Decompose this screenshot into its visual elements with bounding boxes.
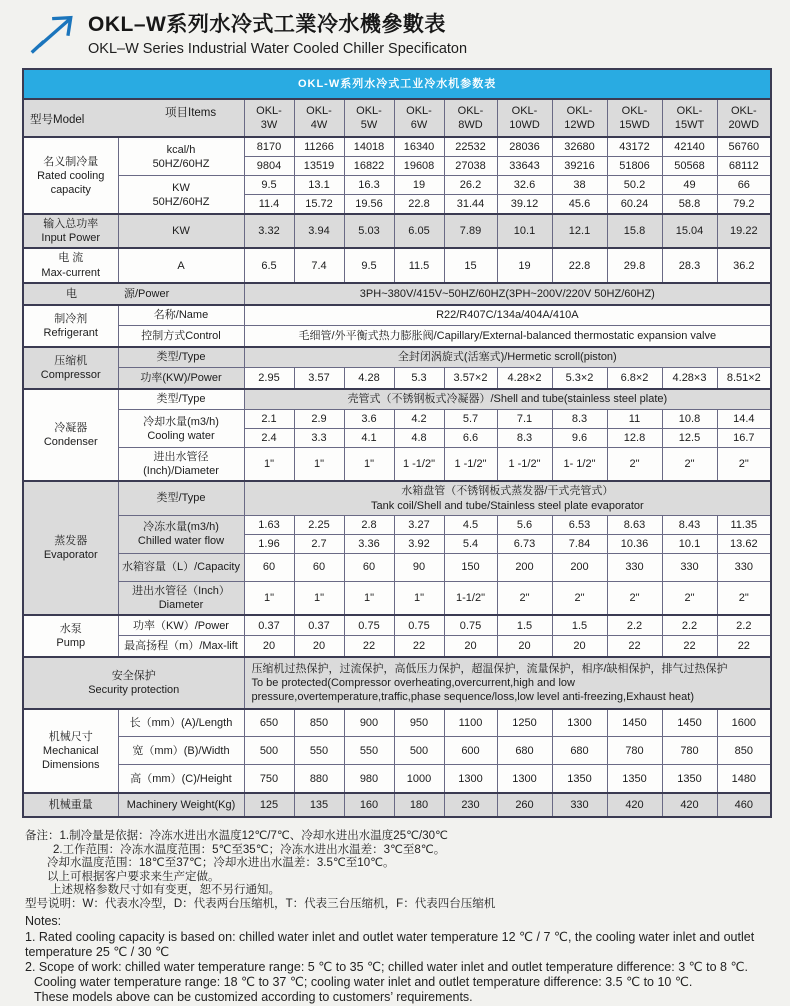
item-label-cell: 长（mm）(A)/Length	[118, 709, 244, 737]
value-cell: 330	[662, 553, 717, 581]
value-cell: 9.6	[552, 429, 607, 448]
model-header-cell: OKL- 3W	[244, 99, 294, 137]
value-cell: 10.1	[497, 214, 552, 248]
item-label-cell: kcal/h 50HZ/60HZ	[118, 137, 244, 176]
value-cell: 19	[394, 176, 444, 195]
value-cell: 1"	[344, 581, 394, 615]
value-cell: 230	[444, 793, 497, 817]
value-cell: 2"	[497, 581, 552, 615]
value-cell: 2.4	[244, 429, 294, 448]
value-cell: 1100	[444, 709, 497, 737]
note-line-en: 2. Scope of work: chilled water temperature range: 5 ℃ to 35 ℃; chilled water inlet and outlet temperature difference: 3 ℃ to 8 ℃.	[25, 960, 748, 975]
value-cell: 5.03	[344, 214, 394, 248]
value-cell: 36.2	[717, 248, 771, 282]
value-cell: 420	[607, 793, 662, 817]
value-cell: 22.8	[552, 248, 607, 282]
note-line-en: Cooling water temperature range: 18 ℃ to 37 ℃; cooling water inlet and outlet temperature difference: 3.5 ℃ to 10 ℃.	[34, 975, 693, 990]
item-label-cell: 进出水管径 (Inch)/Diameter	[118, 448, 244, 482]
value-cell: 0.75	[444, 615, 497, 636]
value-cell: 0.75	[344, 615, 394, 636]
section-label-cell: 输入总功率 Input Power	[23, 214, 118, 248]
value-cell: 60	[344, 553, 394, 581]
value-cell: 4.8	[394, 429, 444, 448]
span-value-cell: 全封闭涡旋式(活塞式)/Hermetic scroll(piston)	[244, 347, 771, 368]
value-cell: 39.12	[497, 195, 552, 215]
value-cell: 15.72	[294, 195, 344, 215]
value-cell: 22.8	[394, 195, 444, 215]
value-cell: 0.75	[394, 615, 444, 636]
item-label-cell: Machinery Weight(Kg)	[118, 793, 244, 817]
value-cell: 2"	[662, 448, 717, 482]
value-cell: 2.2	[662, 615, 717, 636]
value-cell: 1000	[394, 765, 444, 793]
value-cell: 13.62	[717, 534, 771, 553]
model-header-cell: OKL- 5W	[344, 99, 394, 137]
model-header-cell: OKL- 15WD	[607, 99, 662, 137]
value-cell: 7.1	[497, 410, 552, 429]
value-cell: 11.4	[244, 195, 294, 215]
value-cell: 2.1	[244, 410, 294, 429]
note-line-en: Notes:	[25, 914, 62, 929]
value-cell: 150	[444, 553, 497, 581]
brand-arrow-icon	[28, 10, 80, 56]
value-cell: 1350	[552, 765, 607, 793]
value-cell: 0.37	[244, 615, 294, 636]
item-label-cell: KW	[118, 214, 244, 248]
value-cell: 14.4	[717, 410, 771, 429]
value-cell: 15.8	[607, 214, 662, 248]
value-cell: 11.35	[717, 515, 771, 534]
value-cell: 750	[244, 765, 294, 793]
value-cell: 1600	[717, 709, 771, 737]
value-cell: 19	[497, 248, 552, 282]
value-cell: 13519	[294, 157, 344, 176]
value-cell: 9804	[244, 157, 294, 176]
value-cell: 4.2	[394, 410, 444, 429]
value-cell: 1300	[444, 765, 497, 793]
value-cell: 6.73	[497, 534, 552, 553]
value-cell: 20	[552, 636, 607, 657]
value-cell: 51806	[607, 157, 662, 176]
value-cell: 90	[394, 553, 444, 581]
value-cell: 22	[344, 636, 394, 657]
value-cell: 1 -1/2"	[394, 448, 444, 482]
value-cell: 49	[662, 176, 717, 195]
value-cell: 160	[344, 793, 394, 817]
section-label-cell: 水泵 Pump	[23, 615, 118, 657]
notes-english	[25, 914, 790, 1005]
value-cell: 42140	[662, 137, 717, 157]
value-cell: 4.1	[344, 429, 394, 448]
value-cell: 3.57×2	[444, 368, 497, 389]
span-value-cell: 壳管式（不锈钢板式冷凝器）/Shell and tube(stainless steel plate)	[244, 389, 771, 410]
value-cell: 460	[717, 793, 771, 817]
value-cell: 11266	[294, 137, 344, 157]
value-cell: 20	[497, 636, 552, 657]
value-cell: 60.24	[607, 195, 662, 215]
item-label-cell: 类型/Type	[118, 347, 244, 368]
value-cell: 39216	[552, 157, 607, 176]
value-cell: 22	[394, 636, 444, 657]
value-cell: 28036	[497, 137, 552, 157]
value-cell: 56760	[717, 137, 771, 157]
item-label-cell: 控制方式Control	[118, 326, 244, 347]
value-cell: 500	[394, 737, 444, 765]
value-cell: 32.6	[497, 176, 552, 195]
page-header	[0, 0, 790, 57]
value-cell: 550	[344, 737, 394, 765]
value-cell: 8170	[244, 137, 294, 157]
value-cell: 6.53	[552, 515, 607, 534]
notes-chinese	[25, 830, 790, 912]
value-cell: 2.8	[344, 515, 394, 534]
value-cell: 180	[394, 793, 444, 817]
value-cell: 880	[294, 765, 344, 793]
note-line-zh: 2.工作范围：冷冻水温度范围：5℃至35℃；冷冻水进出水温差：3℃至8℃。	[53, 843, 446, 856]
value-cell: 13.1	[294, 176, 344, 195]
value-cell: 680	[497, 737, 552, 765]
value-cell: 6.5	[244, 248, 294, 282]
value-cell: 2.95	[244, 368, 294, 389]
value-cell: 5.4	[444, 534, 497, 553]
value-cell: 1.5	[552, 615, 607, 636]
value-cell: 12.5	[662, 429, 717, 448]
value-cell: 7.84	[552, 534, 607, 553]
value-cell: 0.37	[294, 615, 344, 636]
section-label-cell: 名义制冷量 Rated cooling capacity	[23, 137, 118, 214]
value-cell: 1250	[497, 709, 552, 737]
span-value-cell: R22/R407C/134a/404A/410A	[244, 305, 771, 326]
note-line-en: temperature 25 ℃ / 30 ℃	[25, 944, 170, 959]
value-cell: 60	[294, 553, 344, 581]
model-header-cell: OKL- 10WD	[497, 99, 552, 137]
corner-model-label: 型号Model	[30, 114, 85, 127]
section-label-cell: 冷凝器 Condenser	[23, 389, 118, 482]
value-cell: 2"	[717, 448, 771, 482]
value-cell: 8.51×2	[717, 368, 771, 389]
section-label-cell: 机械重量	[23, 793, 118, 817]
section-label-cell: 安全保护 Security protection	[23, 657, 244, 709]
note-line-zh: 型号说明：W：代表水冷型，D：代表两台压缩机，T：代表三台压缩机，F：代表四台压缩机	[25, 897, 496, 910]
value-cell: 20	[244, 636, 294, 657]
value-cell: 1"	[394, 581, 444, 615]
value-cell: 22	[662, 636, 717, 657]
value-cell: 15.04	[662, 214, 717, 248]
value-cell: 29.8	[607, 248, 662, 282]
value-cell: 43172	[607, 137, 662, 157]
value-cell: 5.7	[444, 410, 497, 429]
value-cell: 1"	[244, 581, 294, 615]
value-cell: 1"	[344, 448, 394, 482]
value-cell: 2.2	[607, 615, 662, 636]
value-cell: 1- 1/2"	[552, 448, 607, 482]
value-cell: 20	[444, 636, 497, 657]
item-label-cell: 最高扬程（m）/Max-lift	[118, 636, 244, 657]
value-cell: 79.2	[717, 195, 771, 215]
value-cell: 600	[444, 737, 497, 765]
value-cell: 5.3	[394, 368, 444, 389]
value-cell: 200	[497, 553, 552, 581]
note-line-zh: 冷却水温度范围：18℃至37℃；冷却水进出水温差：3.5℃至10℃。	[47, 857, 395, 870]
page-title-en: OKL–W Series Industrial Water Cooled Chiller Specificaton	[88, 41, 468, 57]
value-cell: 850	[717, 737, 771, 765]
value-cell: 50.2	[607, 176, 662, 195]
value-cell: 11	[607, 410, 662, 429]
value-cell: 9.5	[244, 176, 294, 195]
value-cell: 680	[552, 737, 607, 765]
section-label-cell: 机械尺寸 Mechanical Dimensions	[23, 709, 118, 793]
item-label-cell: 功率（KW）/Power	[118, 615, 244, 636]
span-value-cell: 水箱盘管（不锈钢板式蒸发器/干式壳管式） Tank coil/Shell and tube/Stainless steel plate evaporator	[244, 481, 771, 515]
item-label-cell: 类型/Type	[118, 481, 244, 515]
value-cell: 1.63	[244, 515, 294, 534]
value-cell: 3.32	[244, 214, 294, 248]
value-cell: 3.94	[294, 214, 344, 248]
corner-cell	[23, 99, 244, 137]
notes-block	[25, 830, 790, 1006]
value-cell: 900	[344, 709, 394, 737]
value-cell: 2.9	[294, 410, 344, 429]
value-cell: 4.28×3	[662, 368, 717, 389]
item-label-cell: 进出水管径（Inch） Diameter	[118, 581, 244, 615]
value-cell: 3.3	[294, 429, 344, 448]
value-cell: 135	[294, 793, 344, 817]
item-label-cell: 水箱容量（L）/Capacity	[118, 553, 244, 581]
span-value-cell: 毛细管/外平衡式热力膨胀阀/Capillary/External-balanced thermostatic expansion valve	[244, 326, 771, 347]
value-cell: 260	[497, 793, 552, 817]
note-line-en: 1. Rated cooling capacity is based on: chilled water inlet and outlet water temperature 12 ℃ / 7 ℃, the cooling water inlet and outlet	[25, 929, 755, 944]
value-cell: 22	[717, 636, 771, 657]
value-cell: 1300	[497, 765, 552, 793]
item-label-cell: 宽（mm）(B)/Width	[118, 737, 244, 765]
value-cell: 5.3×2	[552, 368, 607, 389]
value-cell: 650	[244, 709, 294, 737]
value-cell: 1350	[607, 765, 662, 793]
value-cell: 22532	[444, 137, 497, 157]
value-cell: 16.3	[344, 176, 394, 195]
model-header-cell: OKL- 8WD	[444, 99, 497, 137]
page-title-zh: OKL–W系列水冷式工業冷水機參數表	[88, 13, 446, 36]
value-cell: 33643	[497, 157, 552, 176]
value-cell: 1 -1/2"	[444, 448, 497, 482]
item-label-cell: 功率(KW)/Power	[118, 368, 244, 389]
value-cell: 12.1	[552, 214, 607, 248]
value-cell: 5.6	[497, 515, 552, 534]
value-cell: 20	[294, 636, 344, 657]
value-cell: 2"	[607, 581, 662, 615]
value-cell: 38	[552, 176, 607, 195]
item-label-cell: KW 50HZ/60HZ	[118, 176, 244, 215]
value-cell: 3.92	[394, 534, 444, 553]
power-value-cell: 3PH~380V/415V~50HZ/60HZ(3PH~200V/220V 50HZ/60HZ)	[244, 283, 771, 305]
value-cell: 780	[662, 737, 717, 765]
value-cell: 1350	[662, 765, 717, 793]
value-cell: 200	[552, 553, 607, 581]
value-cell: 31.44	[444, 195, 497, 215]
value-cell: 19.22	[717, 214, 771, 248]
value-cell: 950	[394, 709, 444, 737]
value-cell: 16.7	[717, 429, 771, 448]
value-cell: 3.36	[344, 534, 394, 553]
value-cell: 58.8	[662, 195, 717, 215]
value-cell: 2.7	[294, 534, 344, 553]
value-cell: 500	[244, 737, 294, 765]
note-line-zh: 上述规格参数尺寸如有变更，恕不另行通知。	[50, 884, 280, 897]
value-cell: 12.8	[607, 429, 662, 448]
value-cell: 4.28×2	[497, 368, 552, 389]
value-cell: 1300	[552, 709, 607, 737]
value-cell: 1-1/2"	[444, 581, 497, 615]
item-label-cell: 类型/Type	[118, 389, 244, 410]
title-block	[88, 8, 467, 57]
value-cell: 27038	[444, 157, 497, 176]
item-label-cell: 冷却水量(m3/h) Cooling water	[118, 410, 244, 448]
value-cell: 550	[294, 737, 344, 765]
value-cell: 1450	[607, 709, 662, 737]
value-cell: 10.1	[662, 534, 717, 553]
value-cell: 125	[244, 793, 294, 817]
value-cell: 1"	[244, 448, 294, 482]
model-header-cell: OKL- 20WD	[717, 99, 771, 137]
value-cell: 3.27	[394, 515, 444, 534]
model-header-cell: OKL- 15WT	[662, 99, 717, 137]
value-cell: 14018	[344, 137, 394, 157]
value-cell: 4.5	[444, 515, 497, 534]
value-cell: 22	[607, 636, 662, 657]
value-cell: 60	[244, 553, 294, 581]
power-label-cell: 电 源/Power	[23, 283, 244, 305]
value-cell: 1450	[662, 709, 717, 737]
value-cell: 45.6	[552, 195, 607, 215]
section-label-cell: 压缩机 Compressor	[23, 347, 118, 389]
value-cell: 2"	[552, 581, 607, 615]
value-cell: 980	[344, 765, 394, 793]
value-cell: 420	[662, 793, 717, 817]
value-cell: 2.25	[294, 515, 344, 534]
value-cell: 68112	[717, 157, 771, 176]
value-cell: 7.4	[294, 248, 344, 282]
value-cell: 16822	[344, 157, 394, 176]
value-cell: 8.3	[552, 410, 607, 429]
value-cell: 1 -1/2"	[497, 448, 552, 482]
note-line-zh: 备注：1.制冷量是依据：冷冻水进出水温度12℃/7℃、冷却水进出水温度25℃/30℃	[25, 829, 448, 842]
value-cell: 11.5	[394, 248, 444, 282]
note-line-en: These models above can be customized according to customers’ requirements.	[34, 990, 473, 1005]
value-cell: 1"	[294, 581, 344, 615]
value-cell: 330	[552, 793, 607, 817]
value-cell: 8.63	[607, 515, 662, 534]
value-cell: 6.05	[394, 214, 444, 248]
item-label-cell: 名称/Name	[118, 305, 244, 326]
value-cell: 850	[294, 709, 344, 737]
value-cell: 2"	[662, 581, 717, 615]
value-cell: 1480	[717, 765, 771, 793]
item-label-cell: A	[118, 248, 244, 282]
value-cell: 19608	[394, 157, 444, 176]
value-cell: 66	[717, 176, 771, 195]
value-cell: 9.5	[344, 248, 394, 282]
value-cell: 1.5	[497, 615, 552, 636]
value-cell: 330	[607, 553, 662, 581]
value-cell: 10.36	[607, 534, 662, 553]
value-cell: 32680	[552, 137, 607, 157]
value-cell: 1.96	[244, 534, 294, 553]
span-value-cell: 压缩机过热保护，过流保护，高低压力保护，超温保护，流量保护，相序/缺相保护，排气过热保护 To be protected(Compressor overheating,overcurrent,high and low pressure,overtemperature,traffic,phase sequence/loss,low level anti-freezing,Exhaust heat)	[244, 657, 771, 709]
value-cell: 2"	[717, 581, 771, 615]
section-label-cell: 制冷剂 Refrigerant	[23, 305, 118, 347]
model-header-cell: OKL- 4W	[294, 99, 344, 137]
item-label-cell: 高（mm）(C)/Height	[118, 765, 244, 793]
value-cell: 3.57	[294, 368, 344, 389]
value-cell: 3.6	[344, 410, 394, 429]
value-cell: 50568	[662, 157, 717, 176]
value-cell: 10.8	[662, 410, 717, 429]
value-cell: 16340	[394, 137, 444, 157]
value-cell: 6.8×2	[607, 368, 662, 389]
value-cell: 780	[607, 737, 662, 765]
value-cell: 6.6	[444, 429, 497, 448]
corner-items-label: 项目Items	[165, 107, 217, 119]
model-header-cell: OKL- 12WD	[552, 99, 607, 137]
value-cell: 26.2	[444, 176, 497, 195]
section-label-cell: 电 流 Max-current	[23, 248, 118, 282]
section-label-cell: 蒸发器 Evaporator	[23, 481, 118, 614]
value-cell: 4.28	[344, 368, 394, 389]
table-title: OKL-W系列水冷式工业冷水机参数表	[23, 69, 771, 99]
model-header-cell: OKL- 6W	[394, 99, 444, 137]
spec-table	[22, 68, 772, 818]
value-cell: 1"	[294, 448, 344, 482]
value-cell: 330	[717, 553, 771, 581]
value-cell: 7.89	[444, 214, 497, 248]
value-cell: 8.43	[662, 515, 717, 534]
value-cell: 2"	[607, 448, 662, 482]
item-label-cell: 冷冻水量(m3/h) Chilled water flow	[118, 515, 244, 553]
value-cell: 19.56	[344, 195, 394, 215]
value-cell: 2.2	[717, 615, 771, 636]
value-cell: 28.3	[662, 248, 717, 282]
note-line-zh: 以上可根据客户要求来生产定做。	[47, 870, 220, 883]
value-cell: 15	[444, 248, 497, 282]
value-cell: 8.3	[497, 429, 552, 448]
